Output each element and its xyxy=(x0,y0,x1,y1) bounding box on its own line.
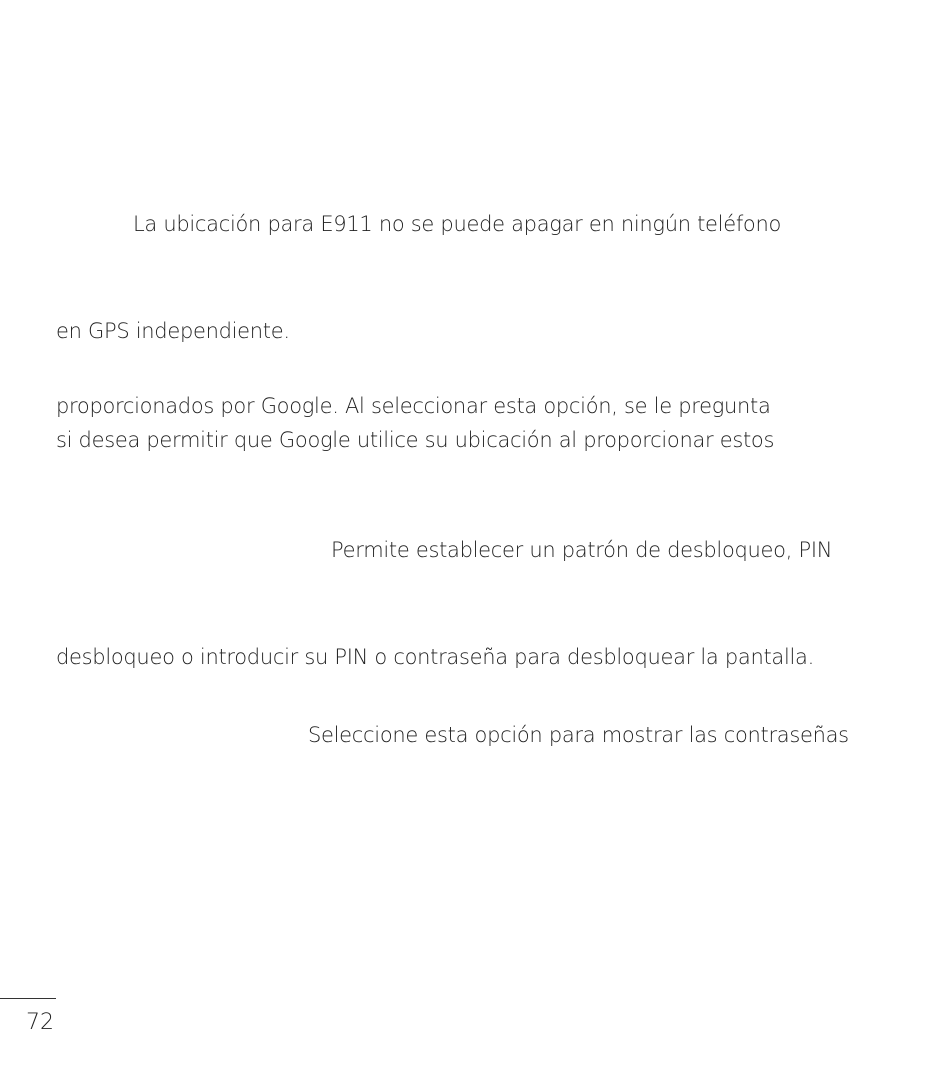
text-line-google-services: proporcionados por Google. Al seleccionar esta opción, se le pregunta xyxy=(56,394,771,418)
text-line-gps: en GPS independiente. xyxy=(56,319,290,343)
text-line-e911: La ubicación para E911 no se puede apagar en ningún teléfono xyxy=(133,212,782,236)
text-line-unlock-pattern: Permite establecer un patrón de desbloqueo, PIN xyxy=(331,538,833,562)
text-line-google-location: si desea permitir que Google utilice su ubicación al proporcionar estos xyxy=(56,428,775,452)
text-line-unlock-pin: desbloqueo o introducir su PIN o contraseña para desbloquear la pantalla. xyxy=(56,645,815,669)
footer-divider xyxy=(0,998,56,999)
text-line-show-passwords: Seleccione esta opción para mostrar las contraseñas xyxy=(308,723,849,747)
page-number: 72 xyxy=(26,1010,54,1035)
